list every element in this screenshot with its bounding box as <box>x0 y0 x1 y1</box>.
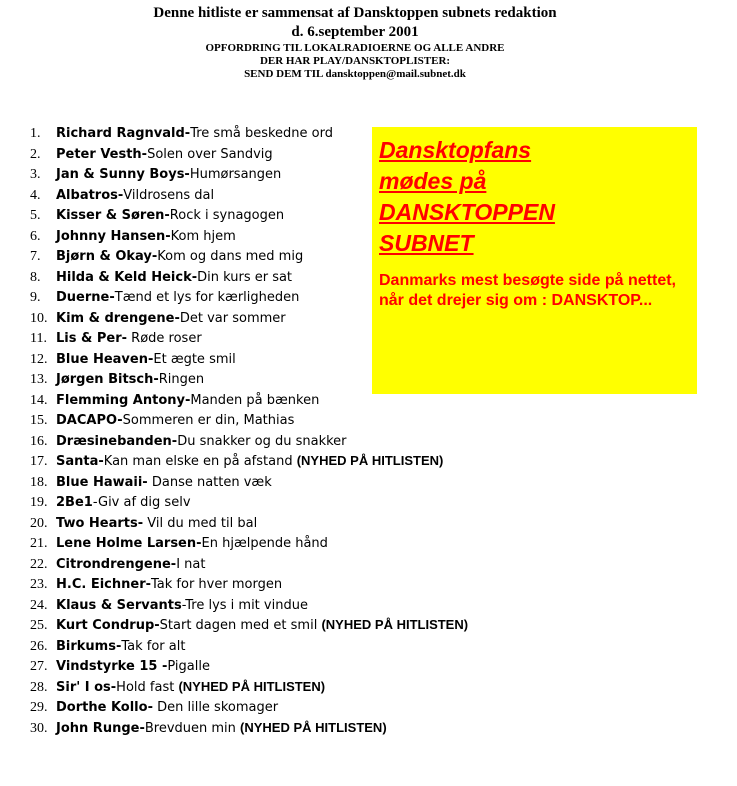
header-title: Denne hitliste er sammensat af Dansktoppen subnets redaktion <box>153 5 557 21</box>
hitlist-song-title: Sommeren er din, Mathias <box>122 413 295 428</box>
hitlist-song-title: Danse natten væk <box>147 474 272 490</box>
hitlist-song-title: Et ægte smil <box>153 351 236 367</box>
hitlist-song-title: Start dagen med et smil <box>159 618 322 633</box>
hitlist-song-title: Tænd et lys for kærligheden <box>114 290 300 305</box>
hitlist-rank: 4. <box>30 187 41 203</box>
hitlist-rank: 13. <box>30 372 48 387</box>
promo-heading-line: mødes på <box>379 168 487 194</box>
hitlist-artist: Duerne- <box>56 290 115 305</box>
hitlist-rank: 10. <box>30 310 48 326</box>
hitlist-artist: Two Hearts- <box>56 515 144 531</box>
hitlist-song-title: Ringen <box>158 372 205 387</box>
hitlist-song-title: -Giv af dig selv <box>92 495 191 510</box>
hitlist-rank: 29. <box>30 700 48 715</box>
hitlist-song-title: Hold fast <box>116 679 179 695</box>
hitlist-song-title: -Tre lys i mit vindue <box>181 597 308 613</box>
hitlist-rank: 11. <box>30 331 47 346</box>
hitlist-song-title: Det var sommer <box>179 310 286 326</box>
hitlist-artist: Kisser & Søren- <box>56 208 170 223</box>
hitlist-new-entry-note: (NYHED PÅ HITLISTEN) <box>296 453 444 468</box>
hitlist-song-title: Humørsangen <box>189 167 282 182</box>
hitlist-song-title: Røde roser <box>127 331 202 346</box>
hitlist-new-entry-note: (NYHED PÅ HITLISTEN) <box>178 678 326 694</box>
hitlist-row <box>30 615 468 636</box>
hitlist-rank: 2. <box>30 146 41 162</box>
hitlist-rank: 8. <box>30 269 41 285</box>
hitlist-row <box>30 574 468 595</box>
hitlist-rank: 27. <box>30 659 48 674</box>
hitlist-row <box>30 697 468 718</box>
hitlist-artist: Kurt Condrup- <box>56 618 160 633</box>
hitlist-artist: Birkums- <box>56 638 122 654</box>
hitlist-song-title: Solen over Sandvig <box>147 146 273 162</box>
hitlist-rank: 22. <box>30 556 48 572</box>
header-appeal-line-1: OPFORDRING TIL LOKALRADIOERNE OG ALLE ANDRE <box>205 42 505 54</box>
hitlist-rank: 14. <box>30 392 48 408</box>
hitlist-row <box>30 533 468 554</box>
hitlist-rank: 3. <box>30 167 41 182</box>
hitlist-song-title: Kan man elske en på afstand <box>103 454 297 469</box>
hitlist-row <box>30 677 468 698</box>
hitlist-rank: 15. <box>30 413 48 428</box>
hitlist-row <box>30 636 468 657</box>
hitlist-artist: Peter Vesth- <box>56 146 148 162</box>
hitlist-artist: Blue Hawaii- <box>56 474 148 490</box>
hitlist-artist: DACAPO- <box>56 413 123 428</box>
hitlist-artist: Lis & Per- <box>56 331 128 346</box>
hitlist-rank: 24. <box>30 597 48 613</box>
promo-box <box>372 127 697 394</box>
header-appeal-line-2: DER HAR PLAY/DANSKTOPLISTER: <box>259 55 451 67</box>
hitlist-row <box>30 472 468 493</box>
hitlist-song-title: Kom og dans med mig <box>157 249 304 264</box>
hitlist-row <box>30 595 468 616</box>
hitlist-artist: Kim & drengene- <box>56 310 180 326</box>
hitlist-song-title: I nat <box>176 556 206 572</box>
hitlist-row <box>30 431 468 452</box>
hitlist-rank: 20. <box>30 515 48 531</box>
hitlist-rank: 21. <box>30 536 48 551</box>
hitlist-artist: Albatros- <box>56 187 124 203</box>
hitlist-rank: 30. <box>30 720 48 736</box>
hitlist-row <box>30 410 468 431</box>
hitlist-rank: 5. <box>30 208 41 223</box>
hitlist-artist: 2Be1 <box>56 495 93 510</box>
hitlist-rank: 18. <box>30 474 48 490</box>
hitlist-song-title: Tre små beskedne ord <box>190 126 333 141</box>
hitlist-row <box>30 513 468 534</box>
hitlist-rank: 19. <box>30 495 48 510</box>
hitlist-song-title: Vildrosens dal <box>123 187 215 203</box>
hitlist-song-title: Tak for hver morgen <box>151 577 283 592</box>
hitlist-row <box>30 718 468 739</box>
promo-heading-line: DANSKTOPPEN <box>379 199 555 225</box>
hitlist-artist: Hilda & Keld Heick- <box>56 269 198 285</box>
hitlist-artist: Jørgen Bitsch- <box>56 372 159 387</box>
hitlist-row <box>30 451 468 472</box>
hitlist-artist: John Runge- <box>56 720 145 736</box>
hitlist-row <box>30 656 468 677</box>
hitlist-artist: Flemming Antony- <box>56 392 191 408</box>
hitlist-new-entry-note: (NYHED PÅ HITLISTEN) <box>240 719 387 735</box>
hitlist-rank: 23. <box>30 577 48 592</box>
hitlist-rank: 1. <box>30 126 41 141</box>
hitlist-song-title: Vil du med til bal <box>143 515 258 531</box>
hitlist-artist: Johnny Hansen- <box>56 228 171 244</box>
hitlist-row <box>30 492 468 513</box>
hitlist-song-title: Brevduen min <box>144 720 241 736</box>
hitlist-song-title: Den lille skomager <box>152 700 279 715</box>
hitlist-artist: Dræsinebanden- <box>56 433 178 449</box>
hitlist-new-entry-note: (NYHED PÅ HITLISTEN) <box>321 617 469 632</box>
hitlist-artist: Citrondrengene- <box>56 556 177 572</box>
hitlist-song-title: Du snakker og du snakker <box>177 433 347 449</box>
hitlist-artist: Vindstyrke 15 - <box>56 659 168 674</box>
hitlist-artist: Sir' I os- <box>56 679 117 695</box>
hitlist-rank: 7. <box>30 249 41 264</box>
hitlist-artist: Dorthe Kollo- <box>56 700 153 715</box>
hitlist-artist: H.C. Eichner- <box>56 577 151 592</box>
hitlist-artist: Lene Holme Larsen- <box>56 536 202 551</box>
hitlist-rank: 25. <box>30 618 48 633</box>
hitlist-artist: Bjørn & Okay- <box>56 249 158 264</box>
hitlist-artist: Klaus & Servants <box>56 597 182 613</box>
hitlist-song-title: Pigalle <box>167 659 210 674</box>
document-header <box>0 4 710 81</box>
hitlist-artist: Jan & Sunny Boys- <box>56 167 190 182</box>
hitlist-song-title: Din kurs er sat <box>197 269 293 285</box>
hitlist-song-title: Rock i synagogen <box>169 208 285 223</box>
hitlist-song-title: Manden på bænken <box>190 392 320 408</box>
hitlist-song-title: Tak for alt <box>121 638 186 654</box>
hitlist-rank: 6. <box>30 228 41 244</box>
hitlist-rank: 16. <box>30 433 48 449</box>
header-date: d. 6.september 2001 <box>291 24 419 40</box>
hitlist-rank: 9. <box>30 290 41 305</box>
hitlist-rank: 28. <box>30 679 48 695</box>
hitlist-artist: Blue Heaven- <box>56 351 154 367</box>
hitlist-rank: 17. <box>30 454 48 469</box>
hitlist-row <box>30 554 468 575</box>
hitlist-song-title: En hjælpende hånd <box>201 536 328 551</box>
hitlist-rank: 12. <box>30 351 48 367</box>
promo-heading-line: Dansktopfans <box>379 137 532 163</box>
promo-heading <box>379 135 690 259</box>
hitlist-artist: Santa- <box>56 454 104 469</box>
promo-heading-line: SUBNET <box>379 230 474 256</box>
hitlist-song-title: Kom hjem <box>170 228 236 244</box>
hitlist-artist: Richard Ragnvald- <box>56 126 191 141</box>
header-contact-line: SEND DEM TIL dansktoppen@mail.subnet.dk <box>244 68 466 80</box>
hitlist-rank: 26. <box>30 638 48 654</box>
promo-body: Danmarks mest besøgte side på nettet, når det drejer sig om : DANSKTOP... <box>379 272 676 309</box>
